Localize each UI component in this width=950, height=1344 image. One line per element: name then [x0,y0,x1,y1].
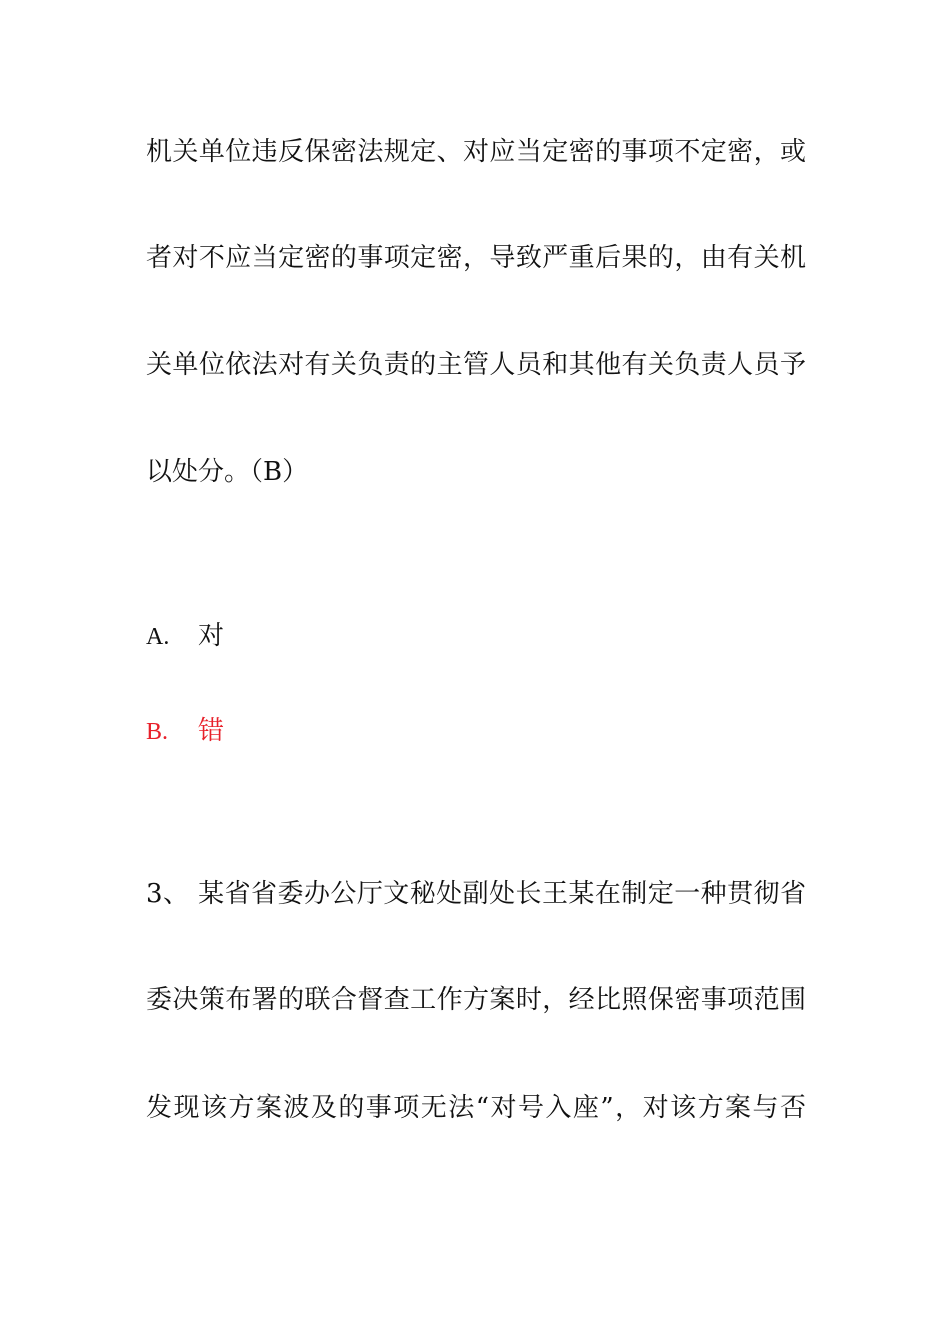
option-a-letter: A. [146,624,170,650]
option-b-correct [146,715,224,748]
question-2-text-line-4: 以处分。（B） [146,457,309,487]
question-3-text-line-1: 3、 某省省委办公厅文秘处副处长王某在制定一种贯彻省 [146,879,806,909]
question-3-text-line-3: 发现该方案波及的事项无法“对号入座”，对该方案与否 [146,1093,806,1123]
question-3-text-line-2: 委决策布署的联合督查工作方案时，经比照保密事项范围 [146,985,806,1015]
question-2-text-line-2: 者对不应当定密的事项定密，导致严重后果的，由有关机 [146,243,806,273]
option-b-letter: B. [146,719,169,745]
option-b-text: 错 [198,716,225,746]
question-2-text-line-1: 机关单位违反保密法规定、对应当定密的事项不定密，或 [146,137,806,167]
option-a-text: 对 [198,621,225,651]
question-2-text-line-3: 关单位依法对有关负责的主管人员和其他有关负责人员予 [146,350,806,380]
option-a [146,620,224,653]
